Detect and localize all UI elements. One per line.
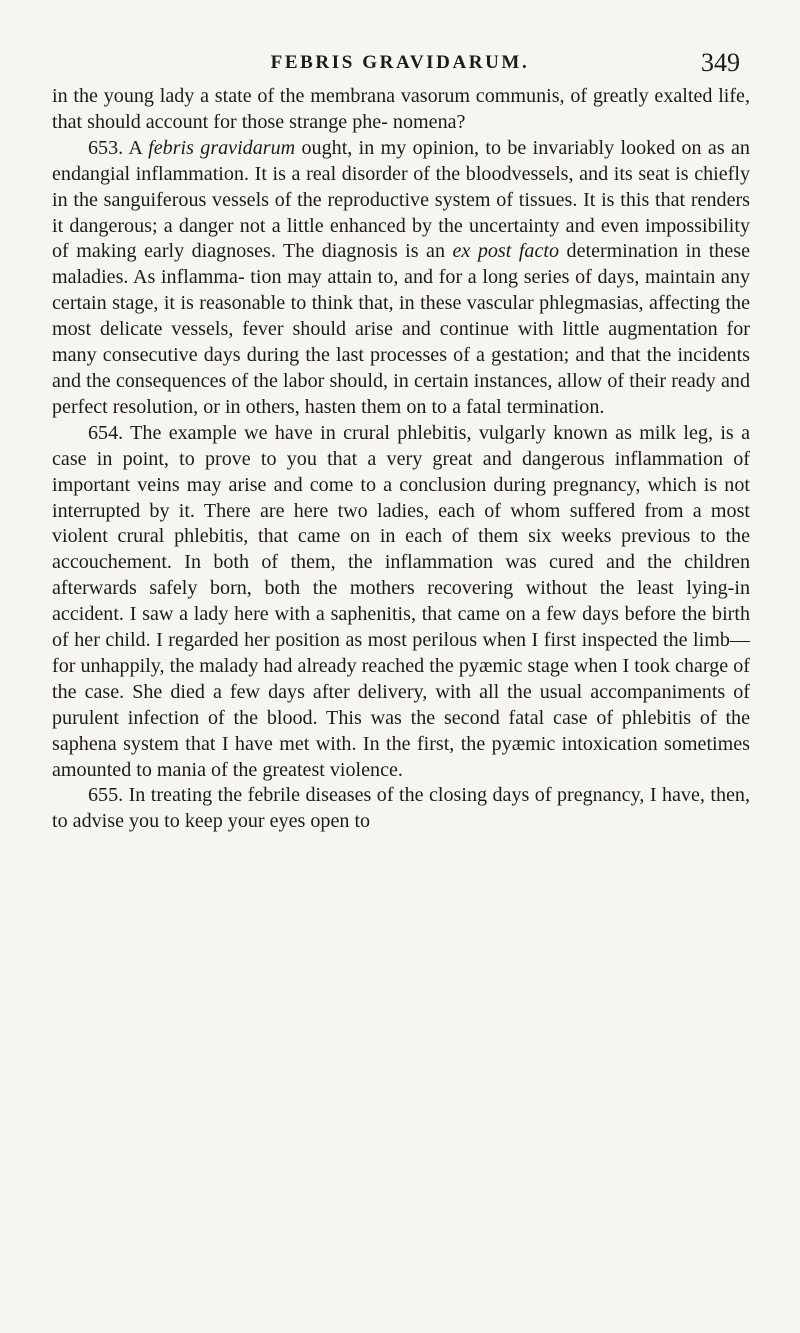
paragraph-continuation: in the young lady a state of the membrana vasorum communis, of greatly exalted life, that should account for those strange phe- nomena? — [52, 85, 750, 133]
paragraph-654: 654. The example we have in crural phlebitis, vulgarly known as milk leg, is a case in point, to prove to you that a very great and dangerous inflammation of important veins may arise and come to a conclusion during pregnancy, which is not interrupted by it. There are here two ladies, each of whom suffered from a most violent crural phlebitis, that came on in each of them six weeks previous to the accouchement. In both of them, the inflammation was cured and the children afterwards safely born, both the mothers recovering without the least lying-in accident. I saw a lady here with a saphenitis, that came on a few days before the birth of her child. I regarded her position as most perilous when I first inspected the limb—for unhappily, the malady had already reached the pyæmic stage when I took charge of the case. She died a few days after delivery, with all the usual accompaniments of purulent infection of the blood. This was the second fatal case of phlebitis of the saphena system that I have met with. In the first, the pyæmic intoxication sometimes amounted to mania of the greatest violence. — [52, 421, 750, 781]
paragraph-653 — [52, 136, 750, 421]
running-title: FEBRIS GRAVIDARUM. — [270, 52, 530, 73]
paragraph-text: ought, in my opinion, to be invariably looked on as an endangial inflammation. It is a real disorder of the bloodvessels, and its seat is chiefly in the sanguiferous vessels of the reproductive system of tissues. It is this that renders it dangerous; a danger not a little enhanced by the uncertainty and even impossibility of making early diagnoses. The diagnosis is an — [52, 136, 750, 263]
running-head — [60, 48, 740, 82]
italic-term: febris gravidarum — [148, 136, 296, 159]
paragraph-number: 653. — [88, 136, 124, 159]
body-text — [52, 84, 750, 835]
italic-phrase: ex post facto — [452, 240, 560, 263]
paragraph-text: A — [128, 136, 142, 159]
paragraph-655: 655. In treating the febrile diseases of the closing days of pregnancy, I have, then, to advise you to keep your eyes open to — [52, 784, 750, 833]
paragraph-text: determination in these maladies. As inflamma- tion may attain to, and for a long series of days, maintain any certain stage, it is reasonable to think that, in these vascular phlegmasias, affecting the most delicate vessels, fever should arise and continue with little augmentation for many consecutive days during the last processes of a gestation; and that the incidents and the consequences of the labor should, in certain instances, allow of their ready and perfect resolution, or in others, hasten them on to a fatal termination. — [52, 240, 751, 418]
page-number: 349 — [701, 48, 740, 77]
